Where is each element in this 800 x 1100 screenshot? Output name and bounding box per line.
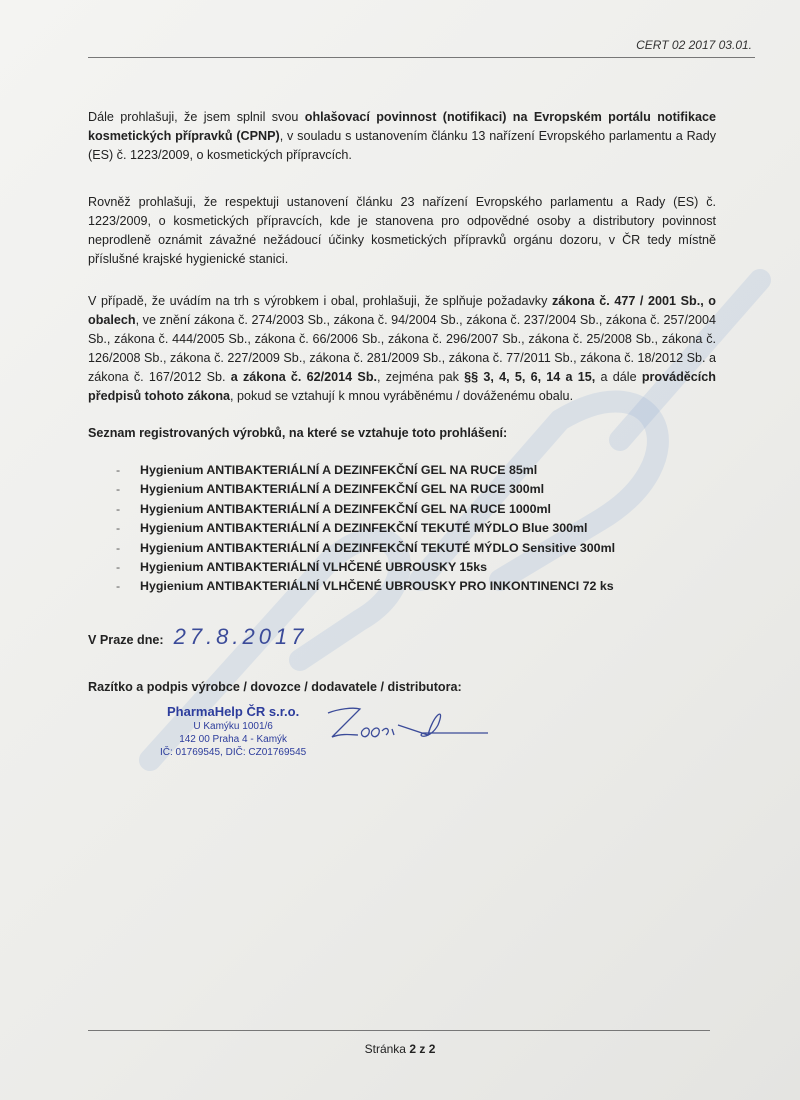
list-item: - Hygienium ANTIBAKTERIÁLNÍ A DEZINFEKČNÍ GEL NA RUCE 1000ml [88,500,716,519]
stamp-company-name: PharmaHelp ČR s.r.o. [167,703,300,719]
text: z [416,1042,429,1056]
footer-divider [88,1030,710,1031]
list-item: - Hygienium ANTIBAKTERIÁLNÍ A DEZINFEKČNÍ TEKUTÉ MÝDLO Blue 300ml [88,519,716,538]
date-label: V Praze dne: [88,632,164,647]
list-item: - Hygienium ANTIBAKTERIÁLNÍ VLHČENÉ UBROUSKY PRO INKONTINENCI 72 ks [88,577,716,596]
list-item: - Hygienium ANTIBAKTERIÁLNÍ A DEZINFEKČNÍ TEKUTÉ MÝDLO Sensitive 300ml [88,539,716,558]
list-item: - Hygienium ANTIBAKTERIÁLNÍ VLHČENÉ UBROUSKY 15ks [88,558,716,577]
date-line [88,623,716,650]
signature-block [160,703,716,759]
paragraph-notification [88,108,716,165]
stamp-street: U Kamýku 1001/6 [193,720,273,732]
company-stamp [160,703,306,759]
stamp-city: 142 00 Praha 4 - Kamýk [179,733,288,745]
text: , zejména pak [377,370,465,384]
list-item: - Hygienium ANTIBAKTERIÁLNÍ A DEZINFEKČNÍ GEL NA RUCE 300ml [88,480,716,499]
product-list [88,461,716,597]
page-number [0,1042,800,1056]
text: a dále [595,370,642,384]
paragraph-article-23: Rovněž prohlašuji, že respektuji ustanovení článku 23 nařízení Evropského parlamentu a Rady (ES) č. 1223/2009, o kosmetických přípravcích, kde je stanovena pro odpovědné osoby a distributory povinnost neprodleně oznámit závažné nežádoucí účinky kosmetických přípravků orgánu dozoru, v ČR tedy místně příslušné krajské hygienické stanici. [88,195,716,266]
signature-label: Razítko a podpis výrobce / dovozce / dodavatele / distributora: [88,679,462,694]
document-code: CERT 02 2017 03.01. [636,38,752,52]
text: Dále prohlašuji, že jsem splnil svou [88,110,305,124]
current-page: 2 [409,1042,417,1056]
text: , ve znění zákona č. 274/2003 Sb., zákona č. 94/2004 Sb., zákona č. 237/2004 Sb., zákona č. 257/2004 Sb., zákona č. 444/2005 Sb., zákona č. 66/2006 Sb., zákona č. 296/2007 Sb., zákona č. 25/2008 Sb., zákona č. 126/2008 Sb., zákona č. 227/2009 Sb., zákona č. 281/2009 Sb., zákona č. 77/2011 Sb., zákona č. 18/2012 Sb. a zákona č. 167/2012 Sb. [88,313,716,384]
document-body [88,108,716,759]
header-divider [88,57,755,58]
text: Stránka [364,1042,410,1056]
total-pages: 2 [428,1042,436,1056]
stamp-ids: IČ: 01769545, DIČ: CZ01769545 [160,746,307,758]
bold-text: a zákona č. 62/2014 Sb. [230,370,378,384]
signature [318,695,498,745]
text: , pokud se vztahují k mnou vyráběnému / dováženému obalu. [230,389,574,403]
bold-text: ohlašovací povinnost (notifikaci) na Evropském portálu notifikace kosmetických přípravků (CPNP) [88,110,716,143]
paragraph-packaging [88,292,716,406]
text: V případě, že uvádím na trh s výrobkem i obal, prohlašuji, že splňuje požadavky [88,294,552,308]
bold-text: prováděcích předpisů tohoto zákona [88,370,717,403]
text: , v souladu s ustanovením článku 13 nařízení Evropského parlamentu a Rady (ES) č. 1223/2009, o kosmetických přípravcích. [88,129,716,162]
list-item: - Hygienium ANTIBAKTERIÁLNÍ A DEZINFEKČNÍ GEL NA RUCE 85ml [88,461,716,480]
product-list-title: Seznam registrovaných výrobků, na které se vztahuje toto prohlášení: [88,426,508,440]
bold-text: §§ 3, 4, 5, 6, 14 a 15, [464,370,596,384]
handwritten-date: 27.8.2017 [173,623,308,649]
bold-text: zákona č. 477 / 2001 Sb., o obalech [88,294,716,327]
